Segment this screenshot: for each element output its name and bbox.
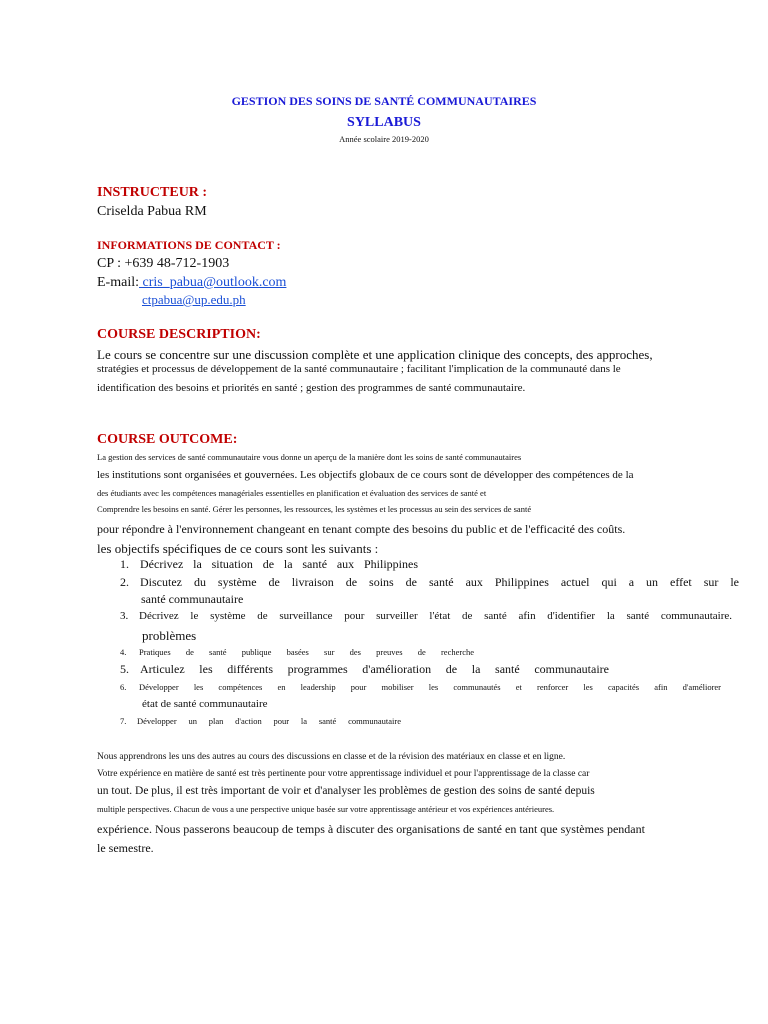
objective-text: Développer les compétences en leadership pour mobiliser les communautés et renforcer les capacités afin d'améliorer <box>139 682 721 692</box>
closing-line: Nous apprendrons les uns des autres au cours des discussions en classe et de la révision des matériaux en classe et en ligne. <box>97 752 566 762</box>
objective-text: Pratiques de santé publique basées sur des preuves de recherche <box>139 647 474 657</box>
instructor-name: Criselda Pabua RM <box>97 204 207 219</box>
outcome-line: pour répondre à l'environnement changeant en tenant compte des besoins du public et de l'efficacité des coûts. <box>97 522 626 536</box>
objective-text: Décrivez le système de surveillance pour surveiller l'état de santé afin d'identifier la santé communautaire. <box>139 610 732 622</box>
closing-line: Votre expérience en matière de santé est très pertinente pour votre apprentissage individuel et pour l'apprentissage de la classe car <box>97 769 590 779</box>
email-label: E-mail: <box>97 275 139 290</box>
objective-continuation: état de santé communautaire <box>142 698 268 710</box>
objective-text: Décrivez la situation de la santé aux Philippines <box>140 557 418 571</box>
objectives-intro: les objectifs spécifiques de ce cours sont les suivants : <box>97 541 379 556</box>
objective-number: 3. <box>120 610 129 622</box>
contact-heading: INFORMATIONS DE CONTACT : <box>97 238 281 252</box>
objective-continuation: problèmes <box>142 628 197 643</box>
objective-number: 7. <box>120 716 127 726</box>
objective-number: 4. <box>120 647 127 657</box>
email-link-up[interactable]: ctpabua@up.edu.ph <box>142 292 246 307</box>
closing-line: le semestre. <box>97 841 154 855</box>
outcome-line: Comprendre les besoins en santé. Gérer les personnes, les ressources, les systèmes et les processus au sein des services de santé <box>97 504 532 514</box>
objective-text: Développer un plan d'action pour la santé communautaire <box>137 716 401 726</box>
description-line: Le cours se concentre sur une discussion complète et une application clinique des concepts, des approches, <box>97 347 653 362</box>
closing-line: multiple perspectives. Chacun de vous a une perspective unique basée sur votre apprentissage antérieur et vos expériences antérieures. <box>97 804 555 814</box>
description-line: stratégies et processus de développement de la santé communautaire ; facilitant l'implication de la communauté dans le <box>97 363 621 375</box>
document-title: GESTION DES SOINS DE SANTÉ COMMUNAUTAIRES <box>231 94 537 108</box>
objective-number: 6. <box>120 682 127 692</box>
instructor-heading: INSTRUCTEUR : <box>97 185 208 200</box>
description-line: identification des besoins et priorités en santé ; gestion des programmes de santé communautaire. <box>97 382 526 394</box>
objective-number: 5. <box>120 662 129 676</box>
contact-email-row <box>97 275 286 291</box>
objective-text: Discutez du système de livraison de soins de santé aux Philippines actuel qui a un effet sur le <box>140 575 739 589</box>
objective-number: 2. <box>120 575 129 589</box>
objective-text: Articulez les différents programmes d'amélioration de la santé communautaire <box>140 662 609 676</box>
school-year: Année scolaire 2019-2020 <box>339 134 429 144</box>
outcome-heading: COURSE OUTCOME: <box>97 432 238 447</box>
contact-phone: CP : +639 48-712-1903 <box>97 256 230 271</box>
objective-continuation: santé communautaire <box>141 592 244 606</box>
objective-number: 1. <box>120 557 129 571</box>
document-subtitle: SYLLABUS <box>347 115 421 130</box>
description-heading: COURSE DESCRIPTION: <box>97 327 261 342</box>
closing-line: un tout. De plus, il est très important de voir et d'analyser les problèmes de gestion des soins de santé depuis <box>97 785 595 797</box>
outcome-line: les institutions sont organisées et gouvernées. Les objectifs globaux de ce cours sont de développer des compétences de la <box>97 469 634 481</box>
closing-line: expérience. Nous passerons beaucoup de temps à discuter des organisations de santé en tant que systèmes pendant <box>97 822 645 836</box>
outcome-line: La gestion des services de santé communautaire vous donne un aperçu de la manière dont les soins de santé communautaires <box>97 452 522 462</box>
email-link-outlook[interactable]: cris_pabua@outlook.com <box>139 275 287 290</box>
outcome-line: des étudiants avec les compétences managériales essentielles en planification et évaluation des services de santé et <box>97 488 487 498</box>
